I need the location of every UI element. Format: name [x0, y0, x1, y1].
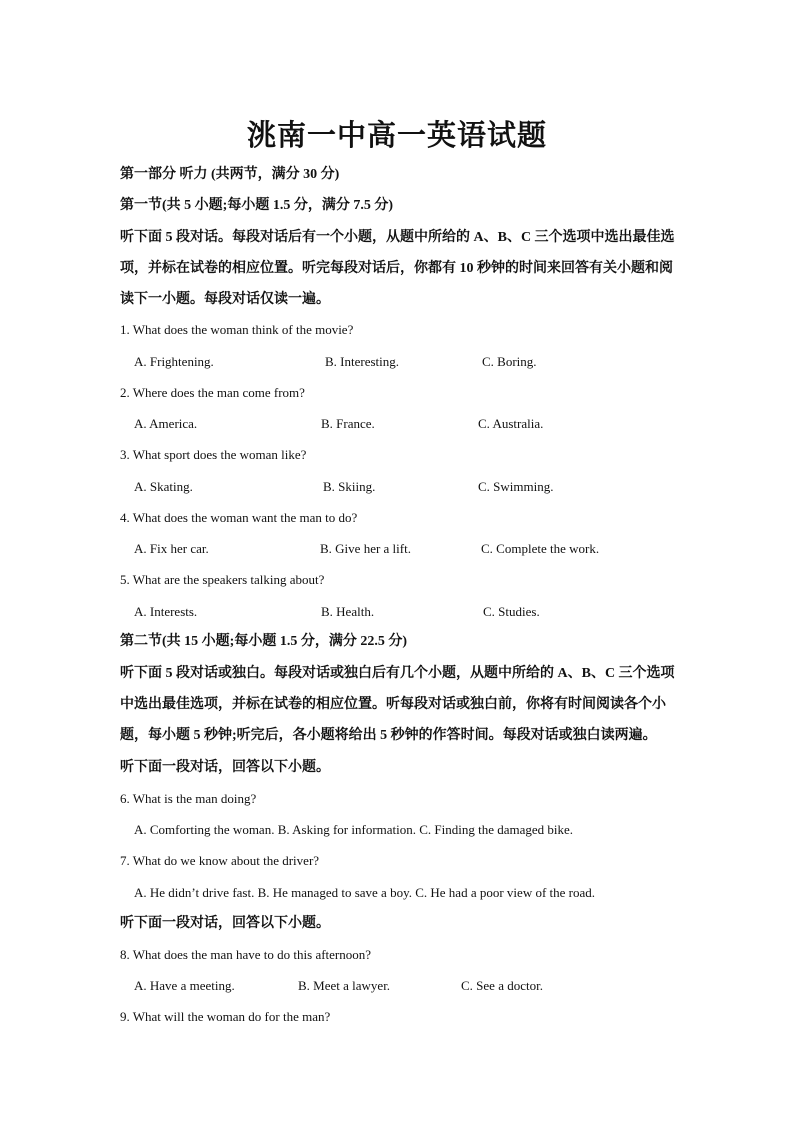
question-8: 8. What does the man have to do this afternoon? — [120, 947, 372, 962]
option-a: A. America. — [134, 416, 198, 431]
question-7: 7. What do we know about the driver? — [120, 853, 320, 868]
option-a: A. Have a meeting. — [134, 978, 235, 993]
question-5: 5. What are the speakers talking about? — [120, 572, 325, 587]
option-c: C. Studies. — [483, 604, 540, 619]
dialogue-heading: 听下面一段对话，回答以下小题。 — [120, 916, 330, 931]
option-c: C. See a doctor. — [461, 978, 543, 993]
option-a: A. Skating. — [134, 479, 193, 494]
option-c: C. Swimming. — [478, 479, 554, 494]
dialogue-heading: 听下面一段对话，回答以下小题。 — [120, 760, 330, 775]
question-3: 3. What sport does the woman like? — [120, 447, 307, 462]
option-b: B. France. — [321, 416, 375, 431]
option-a: A. Fix her car. — [134, 541, 209, 556]
question-9: 9. What will the woman do for the man? — [120, 1009, 331, 1024]
option-c: C. Complete the work. — [481, 541, 600, 556]
option-b: B. Interesting. — [325, 354, 400, 369]
question-4: 4. What does the woman want the man to do? — [120, 510, 358, 525]
option-b: B. Health. — [321, 604, 375, 619]
question-6-options: A. Comforting the woman. B. Asking for information. C. Finding the damaged bike. — [134, 822, 574, 837]
question-2: 2. Where does the man come from? — [120, 385, 305, 400]
option-b: B. Give her a lift. — [320, 541, 411, 556]
option-a: A. Interests. — [134, 604, 198, 619]
question-7-options: A. He didn’t drive fast. B. He managed to save a boy. C. He had a poor view of the road. — [134, 885, 596, 900]
option-a: A. Frightening. — [134, 354, 214, 369]
option-c: C. Australia. — [478, 416, 544, 431]
section2-instruction-line: 题，每小题 5 秒钟;听完后，各小题将给出 5 秒钟的作答时间。每段对话或独白读两遍。 — [120, 728, 657, 743]
option-c: C. Boring. — [482, 354, 537, 369]
section1-instruction-line: 项，并标在试卷的相应位置。听完每段对话后，你都有 10 秒钟的时间来回答有关小题和阅 — [120, 261, 673, 276]
option-b: B. Skiing. — [323, 479, 376, 494]
section2-instruction-line: 听下面 5 段对话或独白。每段对话或独白后有几个小题，从题中所给的 A、B、C 三个选项 — [120, 666, 675, 681]
question-6: 6. What is the man doing? — [120, 791, 257, 806]
question-1: 1. What does the woman think of the movie? — [120, 322, 354, 337]
section1-instruction-line: 听下面 5 段对话。每段对话后有一个小题，从题中所给的 A、B、C 三个选项中选出最佳选 — [120, 230, 675, 245]
section1-instruction-line: 读下一小题。每段对话仅读一遍。 — [120, 292, 330, 307]
part1-heading: 第一部分 听力 (共两节，满分 30 分) — [120, 167, 340, 182]
section2-heading: 第二节(共 15 小题;每小题 1.5 分，满分 22.5 分) — [120, 634, 407, 649]
option-b: B. Meet a lawyer. — [298, 978, 391, 993]
section2-instruction-line: 中选出最佳选项，并标在试卷的相应位置。听每段对话或独白前，你将有时间阅读各个小 — [120, 697, 666, 712]
section1-heading: 第一节(共 5 小题;每小题 1.5 分，满分 7.5 分) — [120, 198, 393, 213]
page-title: 洮南一中高一英语试题 — [246, 120, 547, 152]
